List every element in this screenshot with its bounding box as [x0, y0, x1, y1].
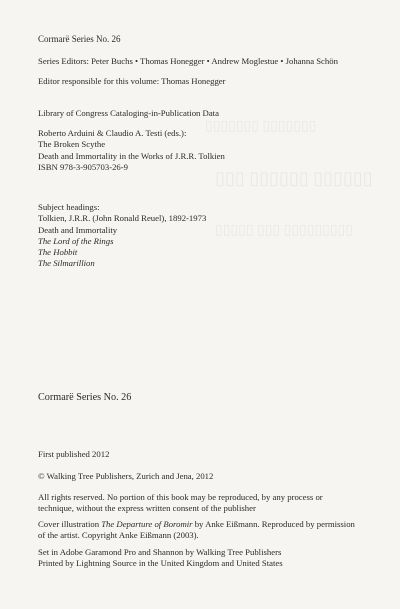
cover-line: of the artist. Copyright Anke Eißmann (2003). [38, 530, 199, 541]
series-editors: Series Editors: Peter Buchs • Thomas Honegger • Andrew Moglestue • Johanna Schön [38, 56, 338, 66]
rights-line: technique, without the express written consent of the publisher [38, 503, 256, 514]
series-repeat: Cormarë Series No. 26 [38, 392, 132, 403]
cip-line: The Broken Scythe [38, 139, 106, 150]
series-title: Cormarë Series No. 26 [38, 34, 121, 44]
production-credits [38, 547, 283, 570]
cover-title: The Departure of Boromir [101, 519, 193, 529]
cip-heading: Library of Congress Cataloging-in-Publication Data [38, 108, 219, 118]
cover-suffix: by Anke Eißmann. Reproduced by permission [192, 519, 355, 529]
first-published: First published 2012 [38, 449, 110, 459]
subject-item: The Lord of the Rings [38, 235, 114, 246]
subject-headings [38, 202, 206, 270]
volume-editor: Editor responsible for this volume: Thomas Honegger [38, 76, 226, 86]
rights-line: All rights reserved. No portion of this book may be reproduced, by any process or [38, 492, 323, 502]
subject-item: The Silmarillion [38, 258, 95, 269]
rights-statement [38, 492, 323, 515]
copyright-line: © Walking Tree Publishers, Zurich and Jena, 2012 [38, 471, 214, 481]
subject-item: Death and Immortality [38, 224, 118, 235]
cip-line: Roberto Arduini & Claudio A. Testi (eds.): [38, 128, 187, 138]
printed-line: Printed by Lightning Source in the United Kingdom and United States [38, 558, 283, 569]
cover-prefix: Cover illustration [38, 519, 102, 529]
subject-item: Tolkien, J.R.R. (John Ronald Reuel), 1892-1973 [38, 213, 207, 224]
cover-credit [38, 519, 355, 542]
subject-heading-label: Subject headings: [38, 202, 100, 212]
subject-item: The Hobbit [38, 247, 78, 258]
show-through-text: ▯▯▯ ▯▯▯▯▯▯ ▯▯▯▯▯▯ [215, 168, 373, 188]
show-through-text: ▯▯▯▯▯▯▯ ▯▯▯▯▯▯▯ [205, 119, 317, 134]
cover-line [38, 519, 355, 530]
typeset-line: Set in Adobe Garamond Pro and Shannon by Walking Tree Publishers [38, 547, 282, 557]
cip-line: Death and Immortality in the Works of J.R.R. Tolkien [38, 150, 225, 161]
cip-block [38, 128, 225, 173]
show-through-text: ▯▯▯▯▯ ▯▯▯ ▯▯▯▯▯▯▯▯▯ [215, 223, 353, 238]
cip-line: ISBN 978-3-905703-26-9 [38, 161, 129, 172]
